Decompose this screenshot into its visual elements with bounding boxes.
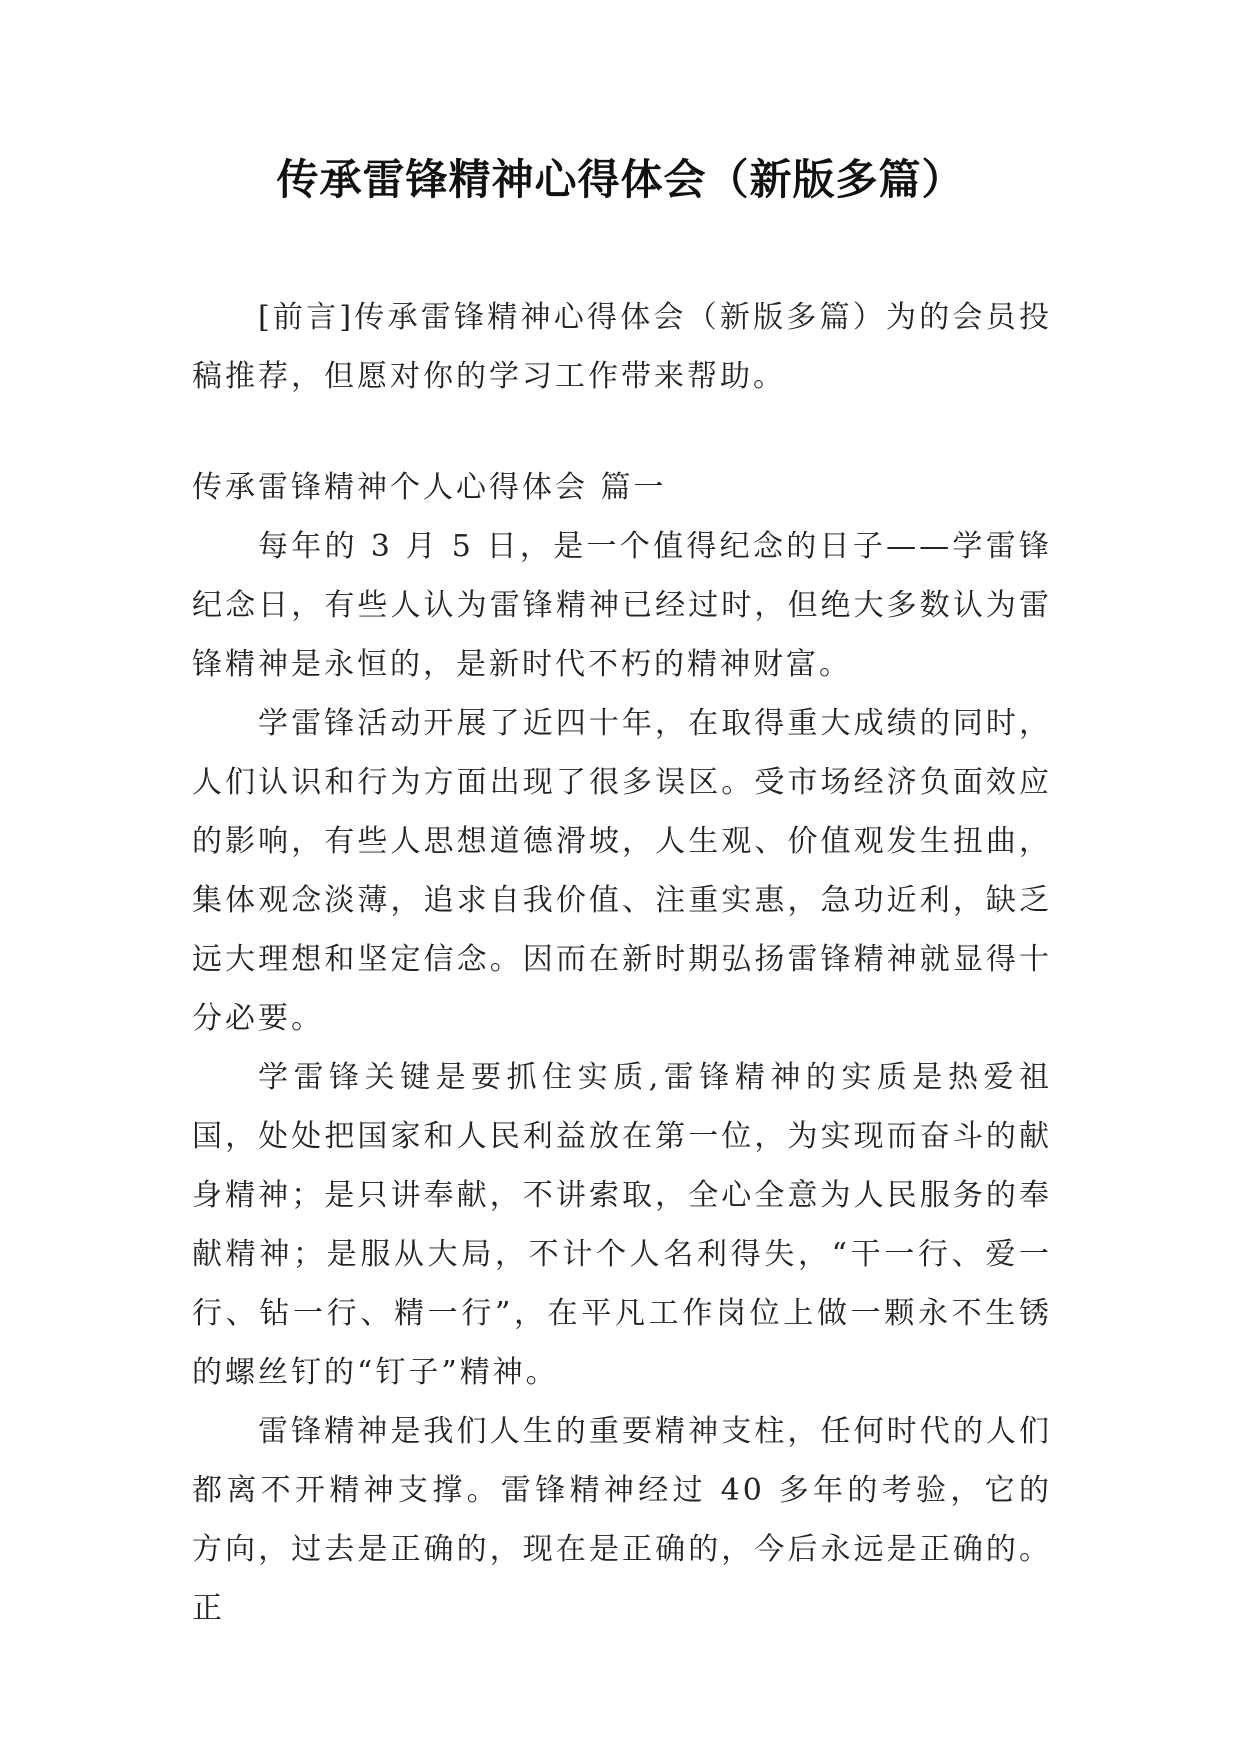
body-paragraph-3: 学雷锋关键是要抓住实质,雷锋精神的实质是热爱祖国，处处把国家和人民利益放在第一位，为实现而奋斗的献身精神；是只讲奉献，不讲索取，全心全意为人民服务的奉献精神；是服从大局，不计个人名利得失，“干一行、爱一行、钻一行、精一行”，在平凡工作岗位上做一颗永不生锈的螺丝钉的“钉子”精神。 — [192, 1060, 1052, 1390]
body-paragraph-1: 每年的 3 月 5 日，是一个值得纪念的日子——学雷锋纪念日，有些人认为雷锋精神已经过时，但绝大多数认为雷锋精神是永恒的，是新时代不朽的精神财富。 — [192, 529, 1052, 682]
document-title: 传承雷锋精神心得体会（新版多篇） — [276, 155, 965, 204]
section-heading: 传承雷锋精神个人心得体会 篇一 — [192, 470, 667, 505]
preface-paragraph: [前言]传承雷锋精神心得体会（新版多篇）为的会员投稿推荐，但愿对你的学习工作带来帮助。 — [192, 300, 1052, 394]
body-paragraph-4: 雷锋精神是我们人生的重要精神支柱，任何时代的人们都离不开精神支撑。雷锋精神经过 40 多年的考验，它的方向，过去是正确的，现在是正确的，今后永远是正确的。正 — [192, 1414, 1052, 1626]
preface-block — [192, 288, 1052, 406]
section-block — [192, 458, 1052, 1638]
body-paragraph-2: 学雷锋活动开展了近四十年，在取得重大成绩的同时，人们认识和行为方面出现了很多误区。受市场经济负面效应的影响，有些人思想道德滑坡，人生观、价值观发生扭曲，集体观念淡薄，追求自我价值、注重实惠，急功近利，缺乏远大理想和坚定信念。因而在新时期弘扬雷锋精神就显得十分必要。 — [192, 706, 1052, 1036]
